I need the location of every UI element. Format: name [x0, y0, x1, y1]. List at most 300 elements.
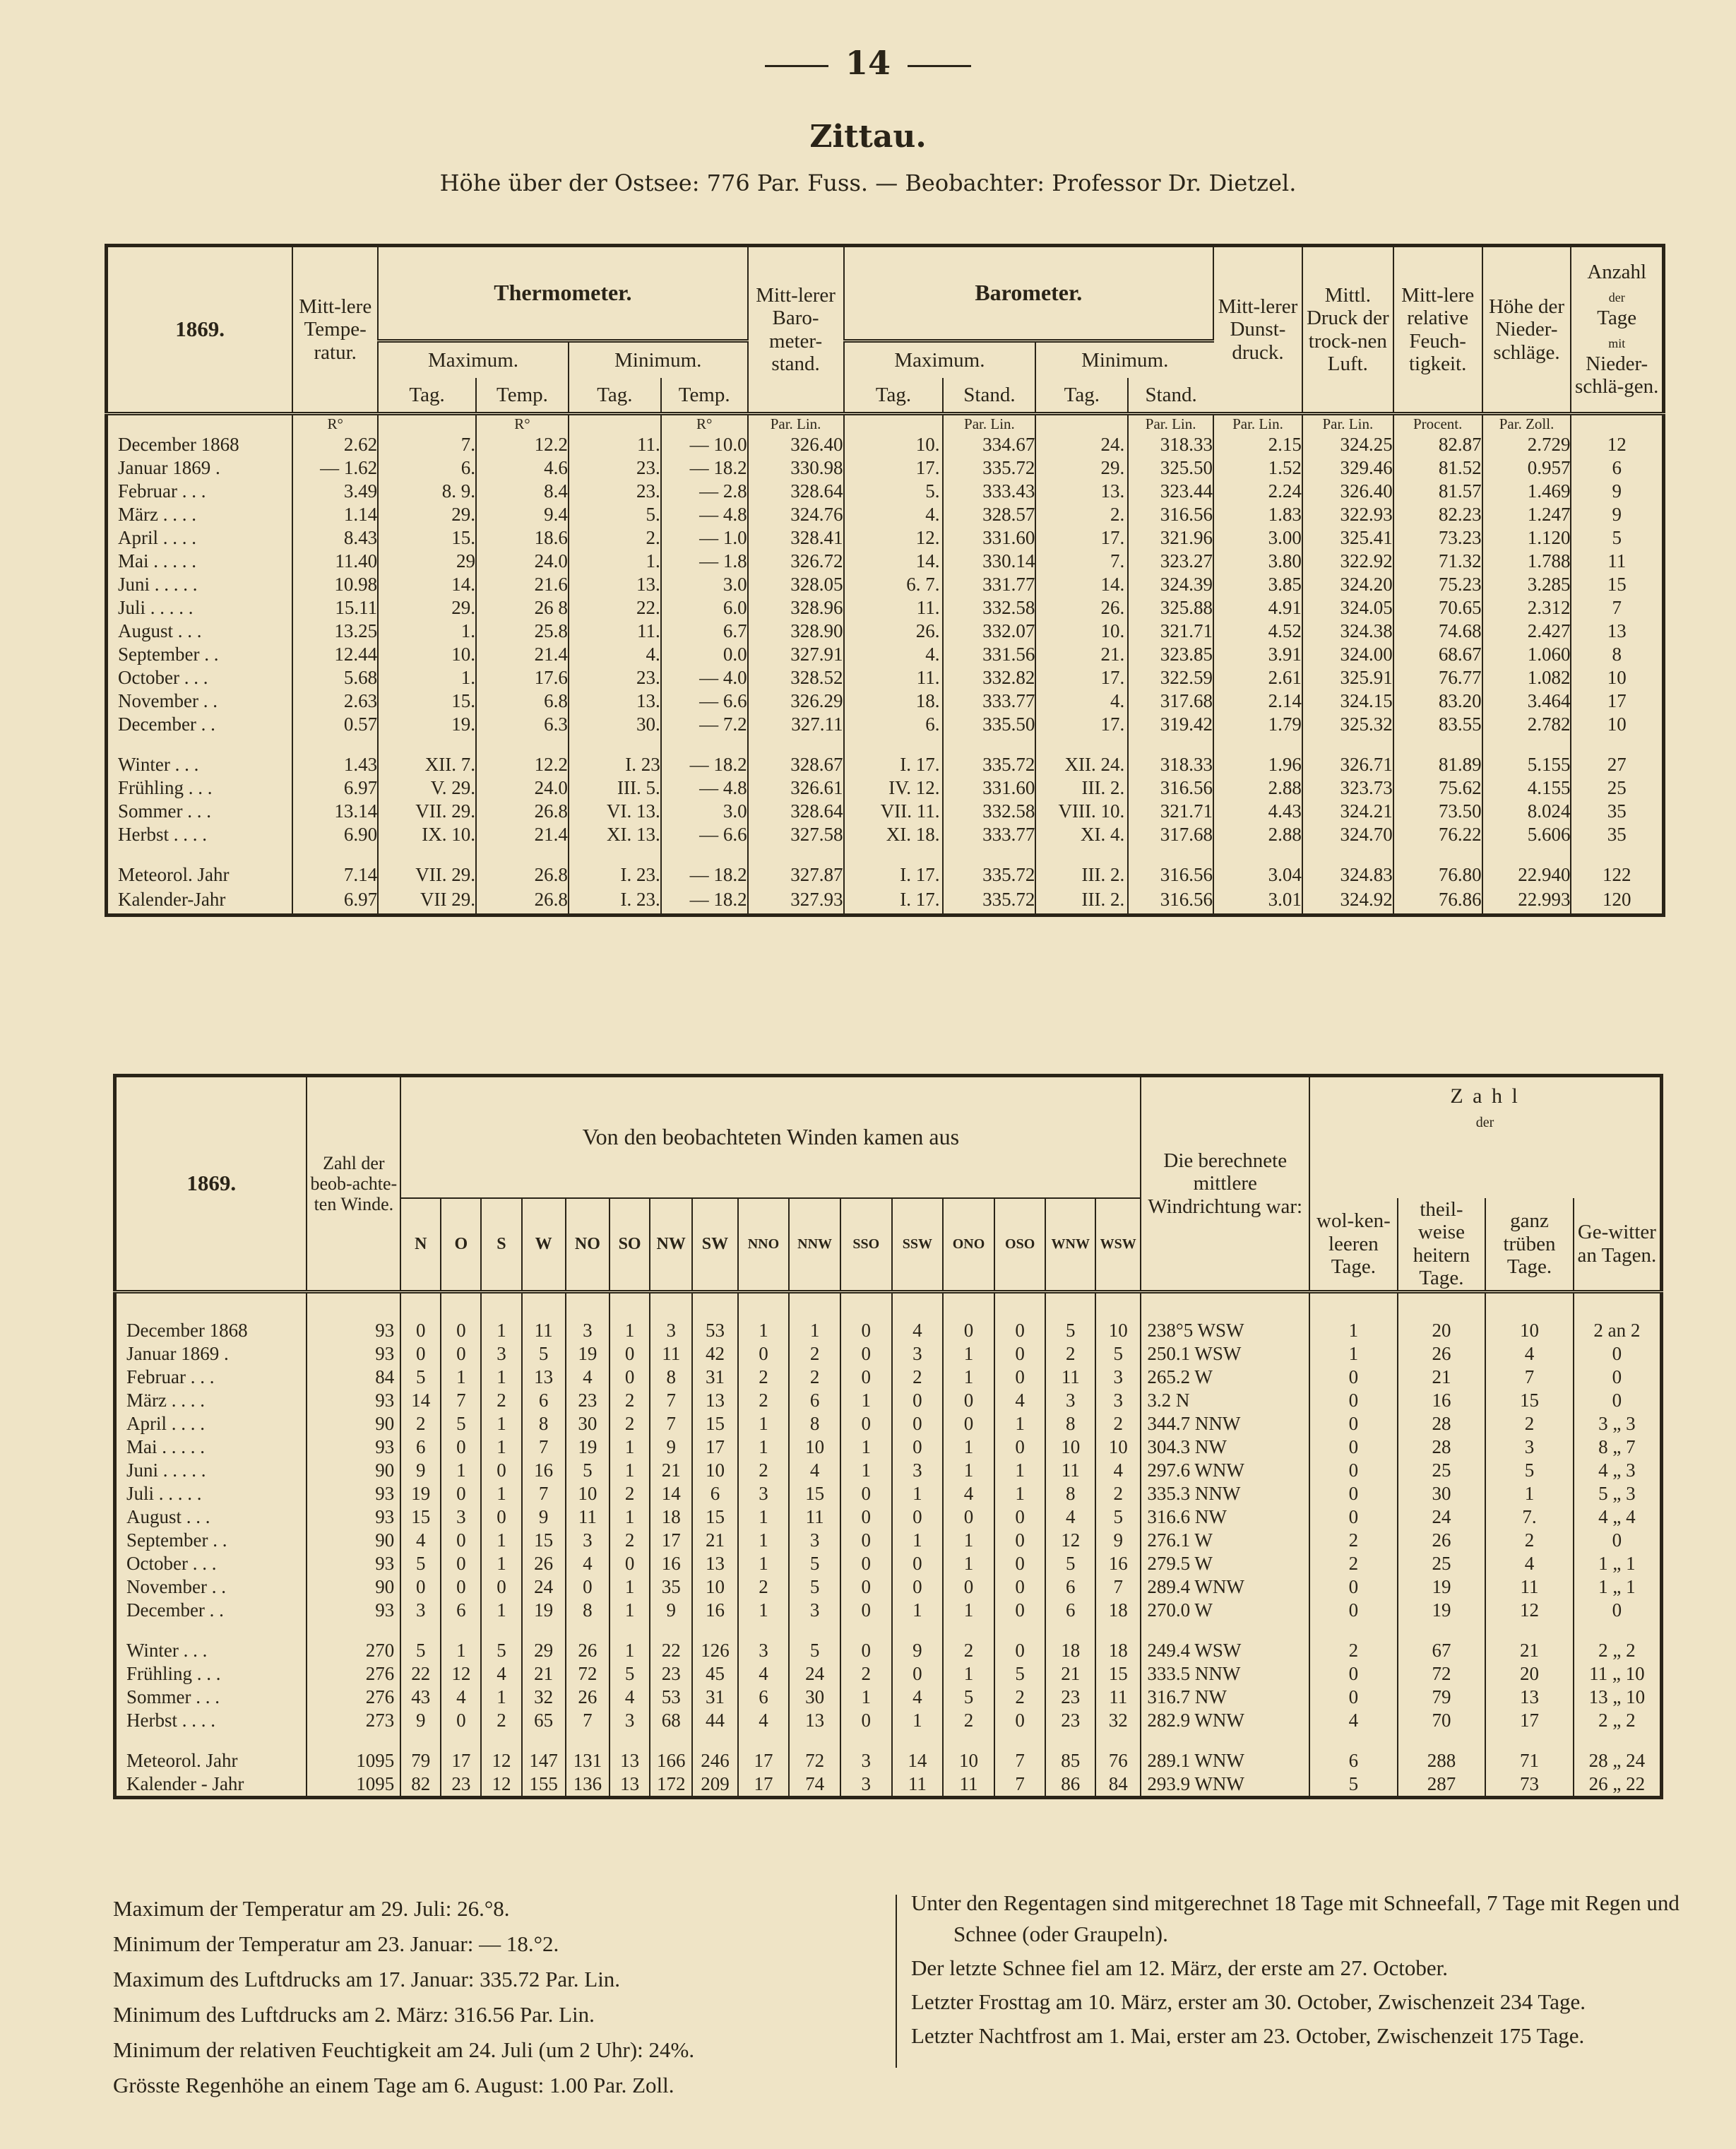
table-cell: 3.80 [1213, 550, 1302, 573]
table-cell: 0 [1309, 1505, 1398, 1529]
table-cell: 2 [994, 1686, 1046, 1709]
table-cell: 155 [522, 1772, 566, 1798]
table-cell: 4. [844, 643, 944, 666]
table-cell: 6. 7. [844, 573, 944, 596]
gap-cell [1213, 846, 1302, 863]
table-cell: 0 [994, 1575, 1046, 1599]
table-cell: 2 [789, 1342, 840, 1366]
table-cell: 0 [892, 1389, 944, 1412]
table-cell: 21 [522, 1662, 566, 1686]
table-row [115, 1552, 1662, 1575]
table-cell: 26.8 [476, 800, 569, 823]
table-row [115, 1505, 1662, 1529]
table-cell: 326.29 [748, 689, 844, 713]
table-cell: 3 [610, 1709, 650, 1732]
table-cell: 1.52 [1213, 456, 1302, 480]
row-label: Mai . . . . . [107, 550, 293, 573]
table-cell: 24.0 [476, 776, 569, 800]
table-cell: 2 [943, 1639, 994, 1662]
table-cell: 93 [307, 1599, 400, 1622]
row-label: Juni . . . . . [115, 1459, 307, 1482]
gap-cell [1035, 846, 1128, 863]
table-cell: 65 [522, 1709, 566, 1732]
table-cell: 84 [307, 1366, 400, 1389]
table-cell: 3.0 [661, 800, 748, 823]
table-cell: 26 8 [476, 596, 569, 620]
table-cell: 2.312 [1482, 596, 1571, 620]
gap-cell [1393, 846, 1482, 863]
table-cell: 6 [1045, 1575, 1095, 1599]
gap-cell [789, 1622, 840, 1639]
table-cell: 15. [378, 689, 476, 713]
table-cell: 45 [692, 1662, 737, 1686]
table-cell: 6 [1612, 457, 1622, 478]
table-cell: 3 [840, 1749, 892, 1772]
direction-header-o: O [441, 1198, 481, 1291]
table-cell: — 10.0 [661, 433, 748, 456]
table-cell: 0 [994, 1709, 1046, 1732]
table-cell: 10. [1035, 620, 1128, 643]
table-cell: 70.65 [1393, 596, 1482, 620]
table-cell: 22 [650, 1639, 692, 1662]
table-cell: 11 [1045, 1459, 1095, 1482]
table-cell: 1 [943, 1529, 994, 1552]
table-cell: 324.15 [1302, 689, 1393, 713]
table-cell: 4 [738, 1662, 790, 1686]
table-cell: 29. [378, 596, 476, 620]
table-cell: 18.6 [476, 526, 569, 550]
table-cell: 2 [1485, 1529, 1574, 1552]
table-cell: 27 [1607, 754, 1627, 775]
table-cell: 26 [566, 1686, 610, 1709]
table-cell: 2.63 [292, 689, 378, 713]
table-cell: 15.11 [292, 596, 378, 620]
table-cell: 1 [943, 1459, 994, 1482]
table-cell: 316.7 NW [1141, 1686, 1309, 1709]
table-cell: 122 [1602, 864, 1631, 885]
gap-cell [1302, 846, 1393, 863]
table-cell: 289.1 WNW [1141, 1749, 1309, 1772]
table-cell: 326.71 [1302, 753, 1393, 776]
table-cell: III. 2. [1035, 887, 1128, 915]
group-gap [115, 1622, 1662, 1639]
table-cell: 71 [1485, 1749, 1574, 1772]
table-cell: 6.0 [661, 596, 748, 620]
table-cell: 93 [307, 1482, 400, 1505]
table-row [107, 456, 1664, 480]
table-cell: 42 [692, 1342, 737, 1366]
table-cell: 328.57 [943, 503, 1035, 526]
page-subtitle: Höhe über der Ostsee: 776 Par. Fuss. — Beobachter: Professor Dr. Dietzel. [439, 170, 1297, 196]
table-cell: 0 [840, 1319, 892, 1342]
table-row [107, 573, 1664, 596]
table-cell: 1. [378, 620, 476, 643]
table-cell: 21.4 [476, 643, 569, 666]
table-cell: 1 [840, 1459, 892, 1482]
table-cell: 13 [522, 1366, 566, 1389]
table-cell: 2.782 [1482, 713, 1571, 736]
table-cell: 0 [892, 1505, 944, 1529]
table-cell: 0 [840, 1709, 892, 1732]
table-row [115, 1319, 1662, 1342]
table-cell: 0 [441, 1319, 481, 1342]
table-cell: 0.957 [1482, 456, 1571, 480]
table-cell: 20 [1398, 1319, 1486, 1342]
table-cell: 0 [840, 1482, 892, 1505]
table-cell: 0 [994, 1342, 1046, 1366]
table-cell: 8 [789, 1412, 840, 1435]
table-cell: 250.1 WSW [1141, 1342, 1309, 1366]
table-cell: 1 [738, 1552, 790, 1575]
gap-cell [569, 736, 661, 753]
table-cell: 318.33 [1128, 753, 1213, 776]
table-row [115, 1662, 1662, 1686]
table-cell: 2 [738, 1366, 790, 1389]
table-row [107, 480, 1664, 503]
table-cell: III. 5. [569, 776, 661, 800]
table-cell: 8 „ 7 [1598, 1435, 1636, 1457]
table-row [115, 1599, 1662, 1622]
table-cell: 2 [481, 1709, 521, 1732]
direction-header-ono: ONO [943, 1198, 994, 1291]
gap-cell [943, 846, 1035, 863]
table-cell: 0 [441, 1709, 481, 1732]
table-cell: 0 [481, 1575, 521, 1599]
table-cell: 333.77 [943, 689, 1035, 713]
unit-cell: Par. Lin. [1213, 414, 1302, 434]
unit-cell: Procent. [1393, 414, 1482, 434]
unit-cell [1035, 414, 1128, 434]
row-label: Januar 1869 . [107, 456, 293, 480]
table-cell: 14. [844, 550, 944, 573]
table-cell: 324.21 [1302, 800, 1393, 823]
table-cell: 3 „ 3 [1598, 1412, 1636, 1434]
gap-cell [400, 1622, 441, 1639]
table-cell: 2.62 [292, 433, 378, 456]
table-cell: 18 [1045, 1639, 1095, 1662]
table-cell: IV. 12. [844, 776, 944, 800]
table-cell: 28 „ 24 [1588, 1749, 1646, 1771]
table-cell: 68 [650, 1709, 692, 1732]
table-cell: 5.68 [292, 666, 378, 689]
gap-cell [943, 1732, 994, 1749]
table-cell: 0 [994, 1552, 1046, 1575]
table-cell: 335.72 [943, 887, 1035, 915]
table-cell: 2 [1309, 1529, 1398, 1552]
table-cell: 6.90 [292, 823, 378, 846]
row-label: Januar 1869 . [115, 1342, 307, 1366]
baro-min-day-header: Tag. [1035, 378, 1128, 414]
gap-cell [1045, 1291, 1095, 1319]
table-cell: 6. [378, 456, 476, 480]
table-cell: 90 [307, 1529, 400, 1552]
table-cell: 6 [1309, 1749, 1398, 1772]
table-cell: 30 [789, 1686, 840, 1709]
gap-cell [892, 1291, 944, 1319]
table-cell: 0 [1309, 1686, 1398, 1709]
table-cell: 316.56 [1128, 887, 1213, 915]
table-cell: 13. [569, 573, 661, 596]
table-cell: 4 [400, 1529, 441, 1552]
table-cell: 1 [441, 1366, 481, 1389]
table-cell: 0 [1309, 1389, 1398, 1412]
gap-cell [692, 1291, 737, 1319]
table-cell: 16 [1398, 1389, 1486, 1412]
table-cell: 93 [307, 1552, 400, 1575]
table-cell: 22.993 [1482, 887, 1571, 915]
day-count-header: Z a h l der [1450, 1084, 1520, 1130]
table-cell: 1 [943, 1599, 994, 1622]
table-cell: 2 [1045, 1342, 1095, 1366]
table-cell: 321.71 [1128, 620, 1213, 643]
table-cell: 5 [943, 1686, 994, 1709]
table-cell: 136 [566, 1772, 610, 1798]
table-cell: 304.3 NW [1141, 1435, 1309, 1459]
gap-cell [292, 736, 378, 753]
gap-cell [566, 1622, 610, 1639]
table-cell: 2.427 [1482, 620, 1571, 643]
table-cell: 7. [1035, 550, 1128, 573]
table-cell: 7 [650, 1389, 692, 1412]
table-cell: 0 [481, 1505, 521, 1529]
table-cell: 11 [1095, 1686, 1141, 1709]
table-cell: 4 [1309, 1709, 1398, 1732]
table-cell: 10.98 [292, 573, 378, 596]
table-cell: 1 [610, 1599, 650, 1622]
table-cell: 4. [1035, 689, 1128, 713]
table-cell: 35 [1607, 824, 1627, 845]
table-cell: 31 [692, 1366, 737, 1389]
table-cell: 279.5 W [1141, 1552, 1309, 1575]
table-cell: — 4.8 [661, 503, 748, 526]
table-cell: 17. [1035, 526, 1128, 550]
table-cell: — 18.2 [661, 887, 748, 915]
table-cell: 0 [1309, 1662, 1398, 1686]
unit-cell: Par. Lin. [1302, 414, 1393, 434]
table-cell: 324.05 [1302, 596, 1393, 620]
baro-min-header: Minimum. [1081, 348, 1169, 372]
table-cell: 2 an 2 [1593, 1319, 1641, 1341]
table-cell: 4 [566, 1366, 610, 1389]
table-cell: 5 [1309, 1772, 1398, 1798]
table-cell: 7 [1095, 1575, 1141, 1599]
table-cell: 1 [610, 1575, 650, 1599]
table-cell: 73.50 [1393, 800, 1482, 823]
table-cell: 321.96 [1128, 526, 1213, 550]
table-cell: 328.41 [748, 526, 844, 550]
unit-cell: Par. Lin. [748, 414, 844, 434]
table-cell: 16 [692, 1599, 737, 1622]
unit-cell: R° [292, 414, 378, 434]
table-cell: 74.68 [1393, 620, 1482, 643]
gap-cell [610, 1622, 650, 1639]
gap-cell [1128, 846, 1213, 863]
gap-cell [522, 1291, 566, 1319]
table-cell: 3 [1095, 1389, 1141, 1412]
table-cell: 1 „ 1 [1598, 1575, 1636, 1597]
barometer-header: Barometer. [844, 246, 1214, 341]
table-cell: 4 [892, 1319, 944, 1342]
table-cell: 6 [789, 1389, 840, 1412]
row-label: August . . . [115, 1505, 307, 1529]
table-cell: 276 [307, 1662, 400, 1686]
row-label: März . . . . [115, 1389, 307, 1412]
table-cell: 8.4 [476, 480, 569, 503]
table-cell: 3 [892, 1459, 944, 1482]
table-cell: 249.4 WSW [1141, 1639, 1309, 1662]
table-cell: I. 17. [844, 887, 944, 915]
table-cell: 287 [1398, 1772, 1486, 1798]
table-cell: 35 [650, 1575, 692, 1599]
table-cell: 1 [840, 1389, 892, 1412]
table-cell: 81.57 [1393, 480, 1482, 503]
mean-temp-header: Mitt-lere Tempe-ratur. [292, 246, 378, 414]
row-label: Sommer . . . [107, 800, 293, 823]
gap-cell [610, 1291, 650, 1319]
table-cell: 16 [1095, 1552, 1141, 1575]
gap-cell [1571, 846, 1663, 863]
table-cell: 4.43 [1213, 800, 1302, 823]
row-label: October . . . [115, 1552, 307, 1575]
table-cell: 93 [307, 1505, 400, 1529]
table-cell: 324.76 [748, 503, 844, 526]
table-cell: 4. [844, 503, 944, 526]
row-label: Mai . . . . . [115, 1435, 307, 1459]
table-cell: 0 [840, 1599, 892, 1622]
table-cell: 327.11 [748, 713, 844, 736]
table-cell: 6.7 [661, 620, 748, 643]
notes-left [113, 1893, 904, 2105]
gap-cell [1213, 736, 1302, 753]
table-cell: 12 [1607, 434, 1627, 455]
table-cell: 1 [943, 1662, 994, 1686]
row-label: September . . [107, 643, 293, 666]
row-label: Kalender - Jahr [115, 1772, 307, 1798]
gap-cell [378, 846, 476, 863]
table-cell: 1095 [307, 1772, 400, 1798]
gap-cell [400, 1732, 441, 1749]
table-cell: 9 [1612, 504, 1622, 525]
note-line: Maximum der Temperatur am 29. Juli: 26.°8. [113, 1896, 510, 1921]
table-cell: 16 [522, 1459, 566, 1482]
table-cell: I. 23. [569, 887, 661, 915]
table-cell: 21 [1398, 1366, 1486, 1389]
table-cell: 131 [566, 1749, 610, 1772]
table-row [115, 1575, 1662, 1599]
table-cell: 0 [738, 1342, 790, 1366]
note-line: Grösste Regenhöhe an einem Tage am 6. August: 1.00 Par. Zoll. [113, 2073, 674, 2097]
table-cell: 328.67 [748, 753, 844, 776]
table-row [107, 800, 1664, 823]
table-cell: 0 [400, 1319, 441, 1342]
table-row [115, 1686, 1662, 1709]
table-cell: 0 [943, 1412, 994, 1435]
table-cell: — 1.8 [661, 550, 748, 573]
gap-cell [1398, 1291, 1486, 1319]
table-cell: 17 [650, 1529, 692, 1552]
table-cell: 0 [1612, 1366, 1622, 1387]
table-cell: 2 [1095, 1412, 1141, 1435]
row-label: November . . [107, 689, 293, 713]
table-cell: 5 [610, 1662, 650, 1686]
table-cell: VII. 29. [378, 863, 476, 887]
table-cell: 30 [1398, 1482, 1486, 1505]
notes-divider [896, 1895, 897, 2068]
table-cell: 8 [1045, 1412, 1095, 1435]
table-row [107, 689, 1664, 713]
table-cell: 13.25 [292, 620, 378, 643]
table-cell: 293.9 WNW [1141, 1772, 1309, 1798]
table-cell: 12.2 [476, 433, 569, 456]
table-cell: 318.33 [1128, 433, 1213, 456]
table-cell: 93 [307, 1435, 400, 1459]
table-cell: 4 [441, 1686, 481, 1709]
gap-cell [1485, 1291, 1574, 1319]
table-cell: 82.23 [1393, 503, 1482, 526]
table-cell: 19 [1398, 1599, 1486, 1622]
gap-cell [1482, 736, 1571, 753]
table-cell: 0 [840, 1366, 892, 1389]
table-cell: 0 [840, 1639, 892, 1662]
table-cell: 7 [994, 1749, 1046, 1772]
table-cell: 3.04 [1213, 863, 1302, 887]
table-cell: 325.41 [1302, 526, 1393, 550]
table-cell: 4 [943, 1482, 994, 1505]
mean-direction-header: Die berechnete mittlere Windrichtung war: [1141, 1076, 1309, 1292]
gap-cell [115, 1622, 307, 1639]
direction-header-no: NO [566, 1198, 610, 1291]
table-cell: 76.22 [1393, 823, 1482, 846]
table-cell: 1.060 [1482, 643, 1571, 666]
table-cell: 2.24 [1213, 480, 1302, 503]
table-cell: — 1.62 [292, 456, 378, 480]
note-line: Minimum der Temperatur am 23. Januar: — 18.°2. [113, 1931, 559, 1956]
table-cell: 332.58 [943, 800, 1035, 823]
table-cell: 8. 9. [378, 480, 476, 503]
table-cell: 0 [892, 1662, 944, 1686]
gap-cell [892, 1622, 944, 1639]
table-cell: 90 [307, 1575, 400, 1599]
table-cell: 0 [1309, 1482, 1398, 1505]
table-cell: 11 [789, 1505, 840, 1529]
table-cell: 332.58 [943, 596, 1035, 620]
table-cell: 17 [738, 1772, 790, 1798]
table-cell: 31 [692, 1686, 737, 1709]
gap-cell [1095, 1732, 1141, 1749]
table-cell: 15 [1095, 1662, 1141, 1686]
gap-cell [610, 1732, 650, 1749]
table-cell: 3 [789, 1529, 840, 1552]
table-cell: 11 [522, 1319, 566, 1342]
table-cell: 1 [994, 1412, 1046, 1435]
table-cell: 1 [840, 1435, 892, 1459]
table-cell: 5 [1485, 1459, 1574, 1482]
table-row [107, 526, 1664, 550]
table-cell: 335.72 [943, 456, 1035, 480]
gap-cell [789, 1291, 840, 1319]
table-cell: 43 [400, 1686, 441, 1709]
direction-header-oso: OSO [994, 1198, 1046, 1291]
row-label: Frühling . . . [115, 1662, 307, 1686]
table-cell: 21 [692, 1529, 737, 1552]
table-row [107, 887, 1664, 915]
table-cell: 26 [566, 1639, 610, 1662]
table-cell: 326.40 [1302, 480, 1393, 503]
table-cell: 10 [1485, 1319, 1574, 1342]
table-cell: 6.97 [292, 776, 378, 800]
table-cell: 0 [943, 1575, 994, 1599]
table-cell: 5 [1045, 1319, 1095, 1342]
